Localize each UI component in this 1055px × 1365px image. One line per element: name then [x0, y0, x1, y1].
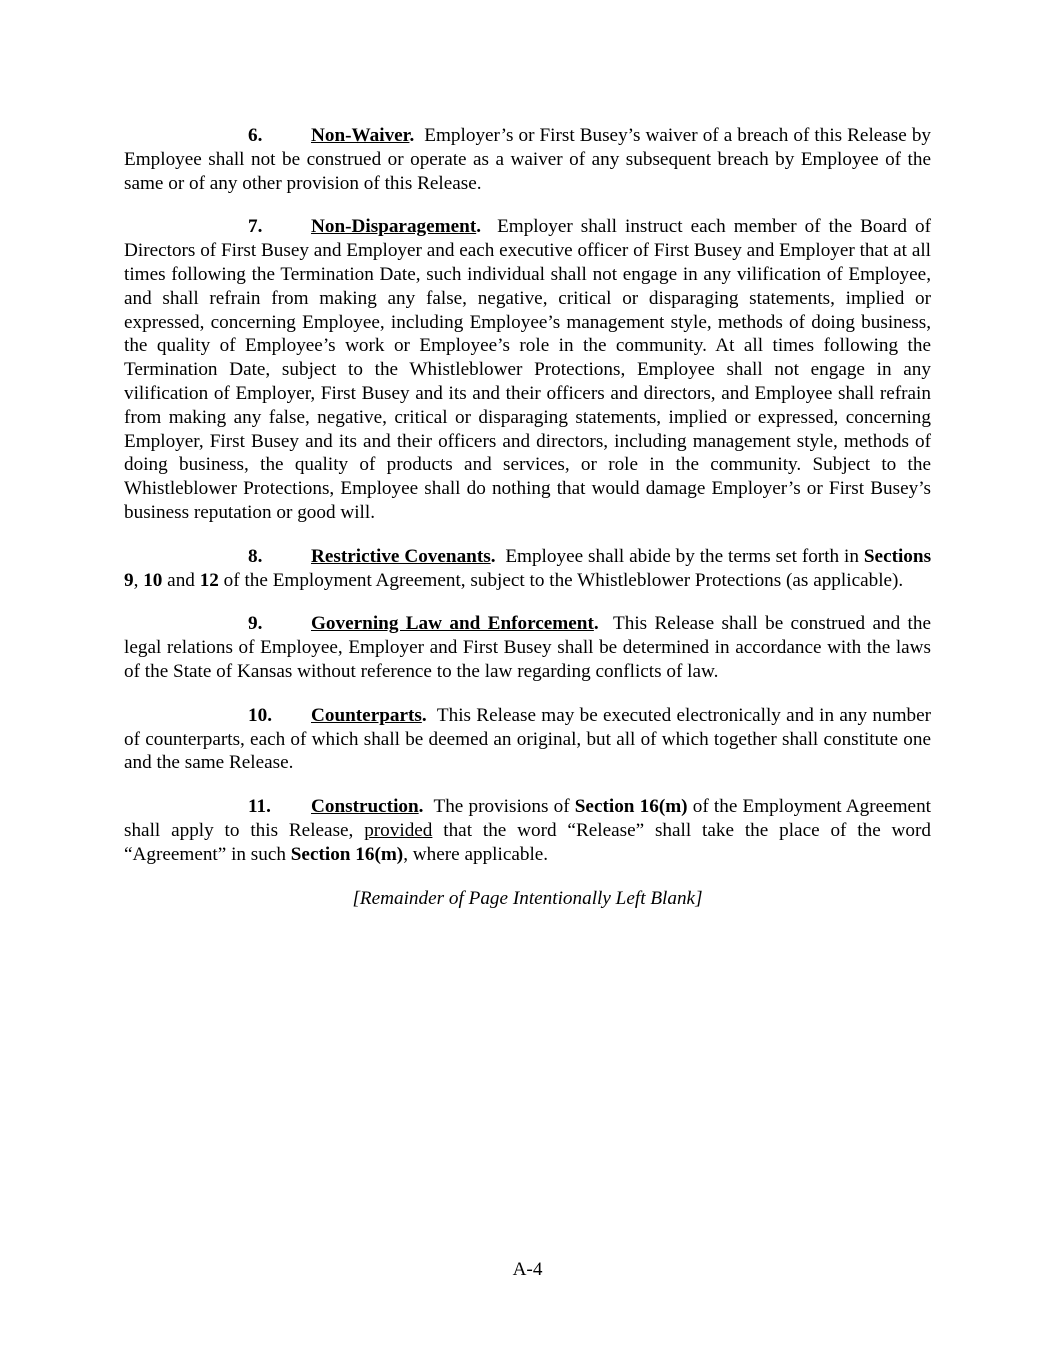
section-7 [124, 215, 931, 524]
section-6 [124, 124, 931, 195]
section-number: 8. [248, 545, 263, 567]
section-heading: Governing Law and Enforcement [311, 613, 594, 635]
section-number: 10. [248, 704, 272, 726]
section-body-rest: of the Employment Agreement, subject to the Whistleblower Protections (as applicable). [223, 569, 904, 591]
heading-period: . [421, 704, 427, 726]
section-number: 11. [248, 796, 271, 818]
heading-period: . [418, 796, 424, 818]
section-number: 6. [248, 125, 263, 146]
section-8 [124, 545, 931, 593]
section-heading: Restrictive Covenants [311, 545, 491, 567]
section-number: 9. [248, 613, 263, 635]
section-body: This Release may be executed electronically and in any number of counterparts, each of which shall be deemed an original, but all of which together shall constitute one and the same Release. [124, 704, 931, 774]
section-body: Employer’s or First Busey’s waiver of a breach of this Release by Employee shall not be construed or operate as a waiver of any subsequent breach by Employee of the same or of any other provision of this Release. [124, 125, 932, 194]
section-ref-10: 10 [143, 569, 163, 591]
section-11 [124, 795, 931, 866]
section-heading: Non-Waiver [311, 125, 410, 146]
page-number: A-4 [512, 1259, 543, 1280]
document-page [124, 124, 931, 930]
section-16m-ref-2: Section 16(m) [290, 843, 404, 865]
section-ref-12: 12 [199, 569, 219, 591]
heading-period: . [490, 545, 496, 567]
section-heading: Counterparts [311, 704, 422, 726]
section-heading: Construction [311, 796, 419, 818]
section-body: Employer shall instruct each member of the Board of Directors of First Busey and Employer and each executive officer of First Busey and Employer that at all times following the Termination Date, such individual shall not engage in any vilification of Employee, and shall refrain from making any false, negative, critical or disparaging statements, implied or expressed, concerning Employee, including Employee’s management style, methods of doing business, the quality of Employee’s work or Employee’s role in the community. At all times following the Termination Date, subject to the Whistleblower Protections, Employee shall not engage in any vilification of Employer, First Busey and its and their officers and directors, and Employee shall refrain from making any false, negative, critical or disparaging statements, implied or expressed, concerning Employer, First Busey and its and their officers and directors, including management style, methods of doing business, the quality of products and services, or role in the community. Subject to the Whistleblower Protections, Employee shall do nothing that would damage Employer’s or First Busey’s business reputation or good will. [124, 216, 931, 523]
provided-term: provided [364, 819, 433, 841]
heading-period: . [593, 613, 599, 635]
remainder-note: [Remainder of Page Intentionally Left Blank] [352, 887, 703, 909]
section-body-mid: of the Employment Agreement shall apply to this Release, [124, 796, 931, 841]
section-body-mid2: that the word “Release” shall take the place of the word “Agreement” in such [124, 819, 931, 865]
heading-period: . [476, 216, 482, 238]
and-text: and [167, 569, 195, 591]
section-16m-ref: Section 16(m) [574, 796, 688, 818]
heading-period: . [409, 125, 415, 146]
section-body: This Release shall be construed and the legal relations of Employee, Employer and First Busey shall be determined in accordance with the laws of the State of Kansas without reference to the law regarding conflicts of law. [124, 613, 931, 682]
section-9 [124, 612, 931, 683]
section-number: 7. [248, 216, 263, 238]
section-heading: Non-Disparagement [311, 216, 477, 238]
section-10 [124, 704, 931, 775]
sections-ref: Sections 9 [124, 545, 932, 591]
comma: , [133, 569, 139, 591]
section-body-end: , where applicable. [403, 843, 549, 865]
section-body-intro: Employee shall abide by the terms set forth in [505, 545, 859, 567]
section-body-intro: The provisions of [433, 796, 570, 818]
